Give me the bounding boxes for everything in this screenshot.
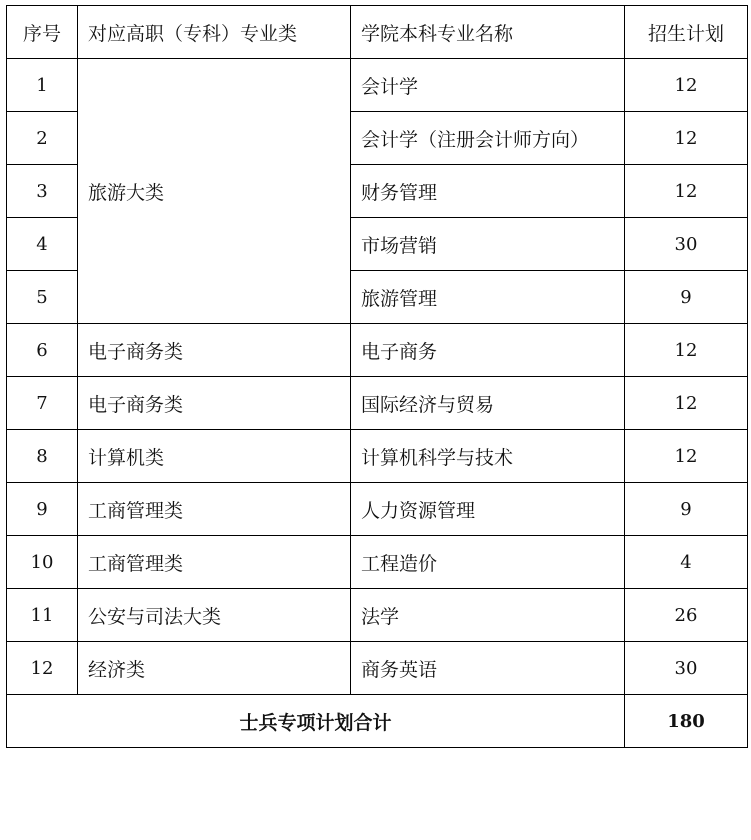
plan-cell: 9: [625, 483, 748, 536]
category-cell: 经济类: [78, 642, 351, 695]
seq-cell: 10: [7, 536, 78, 589]
major-cell: 会计学（注册会计师方向）: [351, 112, 625, 165]
category-cell-merged: 旅游大类: [78, 59, 351, 324]
table-row: [7, 324, 748, 377]
table-row: [7, 377, 748, 430]
plan-cell: 12: [625, 112, 748, 165]
plan-cell: 12: [625, 324, 748, 377]
seq-cell: 2: [7, 112, 78, 165]
table-row: [7, 483, 748, 536]
major-cell: 电子商务: [351, 324, 625, 377]
enrollment-table-container: [6, 5, 748, 748]
plan-cell: 12: [625, 377, 748, 430]
plan-cell: 4: [625, 536, 748, 589]
plan-cell: 26: [625, 589, 748, 642]
table-row: [7, 536, 748, 589]
seq-cell: 12: [7, 642, 78, 695]
plan-cell: 30: [625, 218, 748, 271]
header-category: 对应高职（专科）专业类: [78, 6, 351, 59]
seq-cell: 7: [7, 377, 78, 430]
major-cell: 会计学: [351, 59, 625, 112]
seq-cell: 1: [7, 59, 78, 112]
major-cell: 市场营销: [351, 218, 625, 271]
category-cell: 电子商务类: [78, 324, 351, 377]
major-cell: 计算机科学与技术: [351, 430, 625, 483]
plan-cell: 9: [625, 271, 748, 324]
major-cell: 人力资源管理: [351, 483, 625, 536]
category-cell: 工商管理类: [78, 536, 351, 589]
category-cell: 公安与司法大类: [78, 589, 351, 642]
header-seq: 序号: [7, 6, 78, 59]
seq-cell: 8: [7, 430, 78, 483]
category-cell: 计算机类: [78, 430, 351, 483]
major-cell: 国际经济与贸易: [351, 377, 625, 430]
major-cell: 商务英语: [351, 642, 625, 695]
header-major: 学院本科专业名称: [351, 6, 625, 59]
plan-cell: 12: [625, 430, 748, 483]
header-row: [7, 6, 748, 59]
seq-cell: 9: [7, 483, 78, 536]
major-cell: 法学: [351, 589, 625, 642]
table-row: [7, 59, 748, 112]
plan-cell: 12: [625, 59, 748, 112]
category-cell: 工商管理类: [78, 483, 351, 536]
seq-cell: 5: [7, 271, 78, 324]
category-cell: 电子商务类: [78, 377, 351, 430]
table-row: [7, 589, 748, 642]
total-value: 180: [625, 695, 748, 748]
plan-cell: 12: [625, 165, 748, 218]
total-row: [7, 695, 748, 748]
total-label: 士兵专项计划合计: [7, 695, 625, 748]
header-plan: 招生计划: [625, 6, 748, 59]
major-cell: 财务管理: [351, 165, 625, 218]
major-cell: 工程造价: [351, 536, 625, 589]
plan-cell: 30: [625, 642, 748, 695]
enrollment-plan-table: [6, 5, 748, 748]
seq-cell: 11: [7, 589, 78, 642]
seq-cell: 6: [7, 324, 78, 377]
major-cell: 旅游管理: [351, 271, 625, 324]
table-row: [7, 642, 748, 695]
seq-cell: 4: [7, 218, 78, 271]
seq-cell: 3: [7, 165, 78, 218]
table-row: [7, 430, 748, 483]
